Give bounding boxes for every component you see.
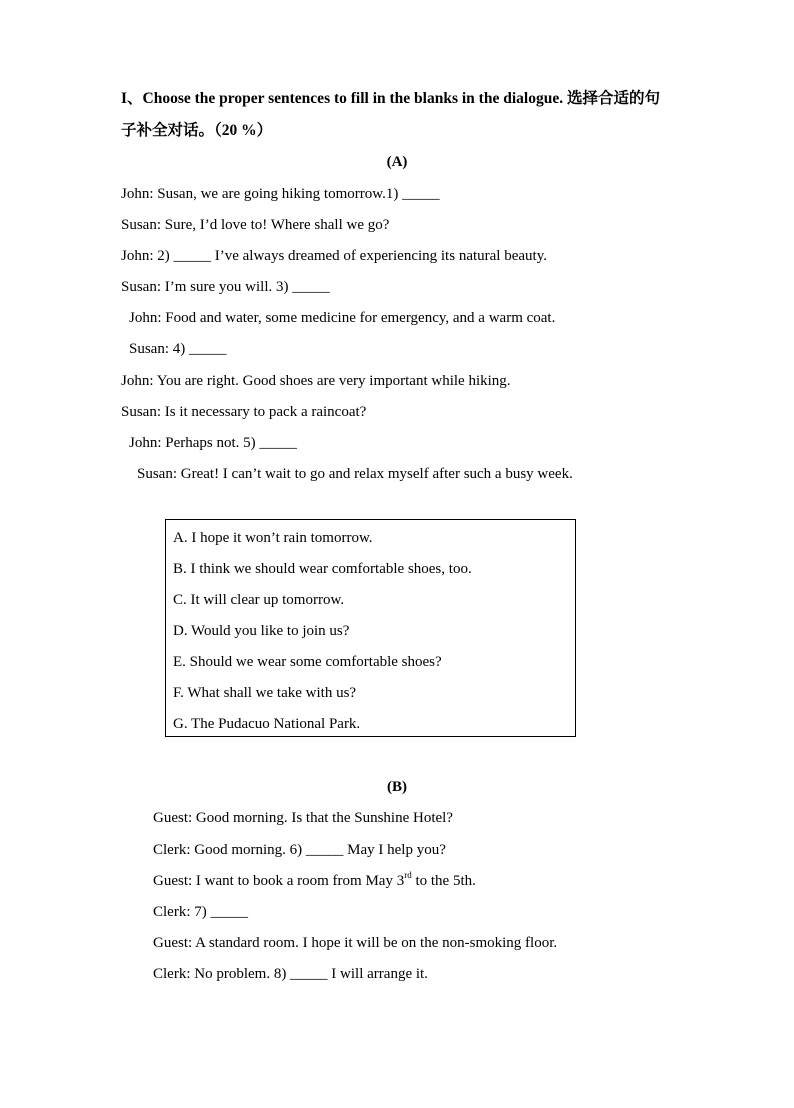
dialogue-line: John: Susan, we are going hiking tomorrow.1) _____ — [121, 186, 440, 202]
instruction-line-1: I、Choose the proper sentences to fill in the blanks in the dialogue. 选择合适的句 — [121, 90, 660, 107]
dialogue-line: Susan: Is it necessary to pack a raincoat? — [121, 404, 367, 420]
dialogue-line: Guest: A standard room. I hope it will be on the non-smoking floor. — [153, 935, 558, 951]
dialogue-line: Susan: 4) _____ — [129, 341, 227, 357]
option-c: C. It will clear up tomorrow. — [173, 592, 345, 608]
section-b-title: (B) — [387, 779, 407, 795]
dialogue-line: John: 2) _____ I’ve always dreamed of experiencing its natural beauty. — [121, 248, 547, 264]
dialogue-line: Guest: Good morning. Is that the Sunshine Hotel? — [153, 810, 453, 826]
dialogue-line: John: Perhaps not. 5) _____ — [129, 435, 297, 451]
dialogue-line: Susan: Great! I can’t wait to go and relax myself after such a busy week. — [137, 466, 573, 482]
dialogue-line: Clerk: No problem. 8) _____ I will arrange it. — [153, 966, 428, 982]
instruction-line-2: 子补全对话。（20 %） — [121, 122, 273, 139]
option-d: D. Would you like to join us? — [173, 623, 350, 639]
option-e: E. Should we wear some comfortable shoes? — [173, 654, 442, 670]
booking-text-end: to the 5th. — [411, 873, 476, 889]
dialogue-line: Clerk: Good morning. 6) _____ May I help you? — [153, 842, 446, 858]
dialogue-line-booking — [153, 871, 476, 891]
ordinal-suffix: rd — [404, 870, 412, 880]
options-box — [165, 519, 576, 737]
option-f: F. What shall we take with us? — [173, 685, 357, 701]
dialogue-line: John: You are right. Good shoes are very important while hiking. — [121, 373, 511, 389]
dialogue-line: Susan: I’m sure you will. 3) _____ — [121, 279, 330, 295]
option-a: A. I hope it won’t rain tomorrow. — [173, 530, 373, 546]
option-g: G. The Pudacuo National Park. — [173, 716, 361, 732]
dialogue-line: John: Food and water, some medicine for emergency, and a warm coat. — [129, 310, 556, 326]
dialogue-line: Susan: Sure, I’d love to! Where shall we go? — [121, 217, 390, 233]
dialogue-line: Clerk: 7) _____ — [153, 904, 248, 920]
option-b: B. I think we should wear comfortable shoes, too. — [173, 561, 472, 577]
section-a-title: (A) — [386, 154, 408, 170]
booking-text-start: Guest: I want to book a room from May 3 — [153, 873, 405, 889]
